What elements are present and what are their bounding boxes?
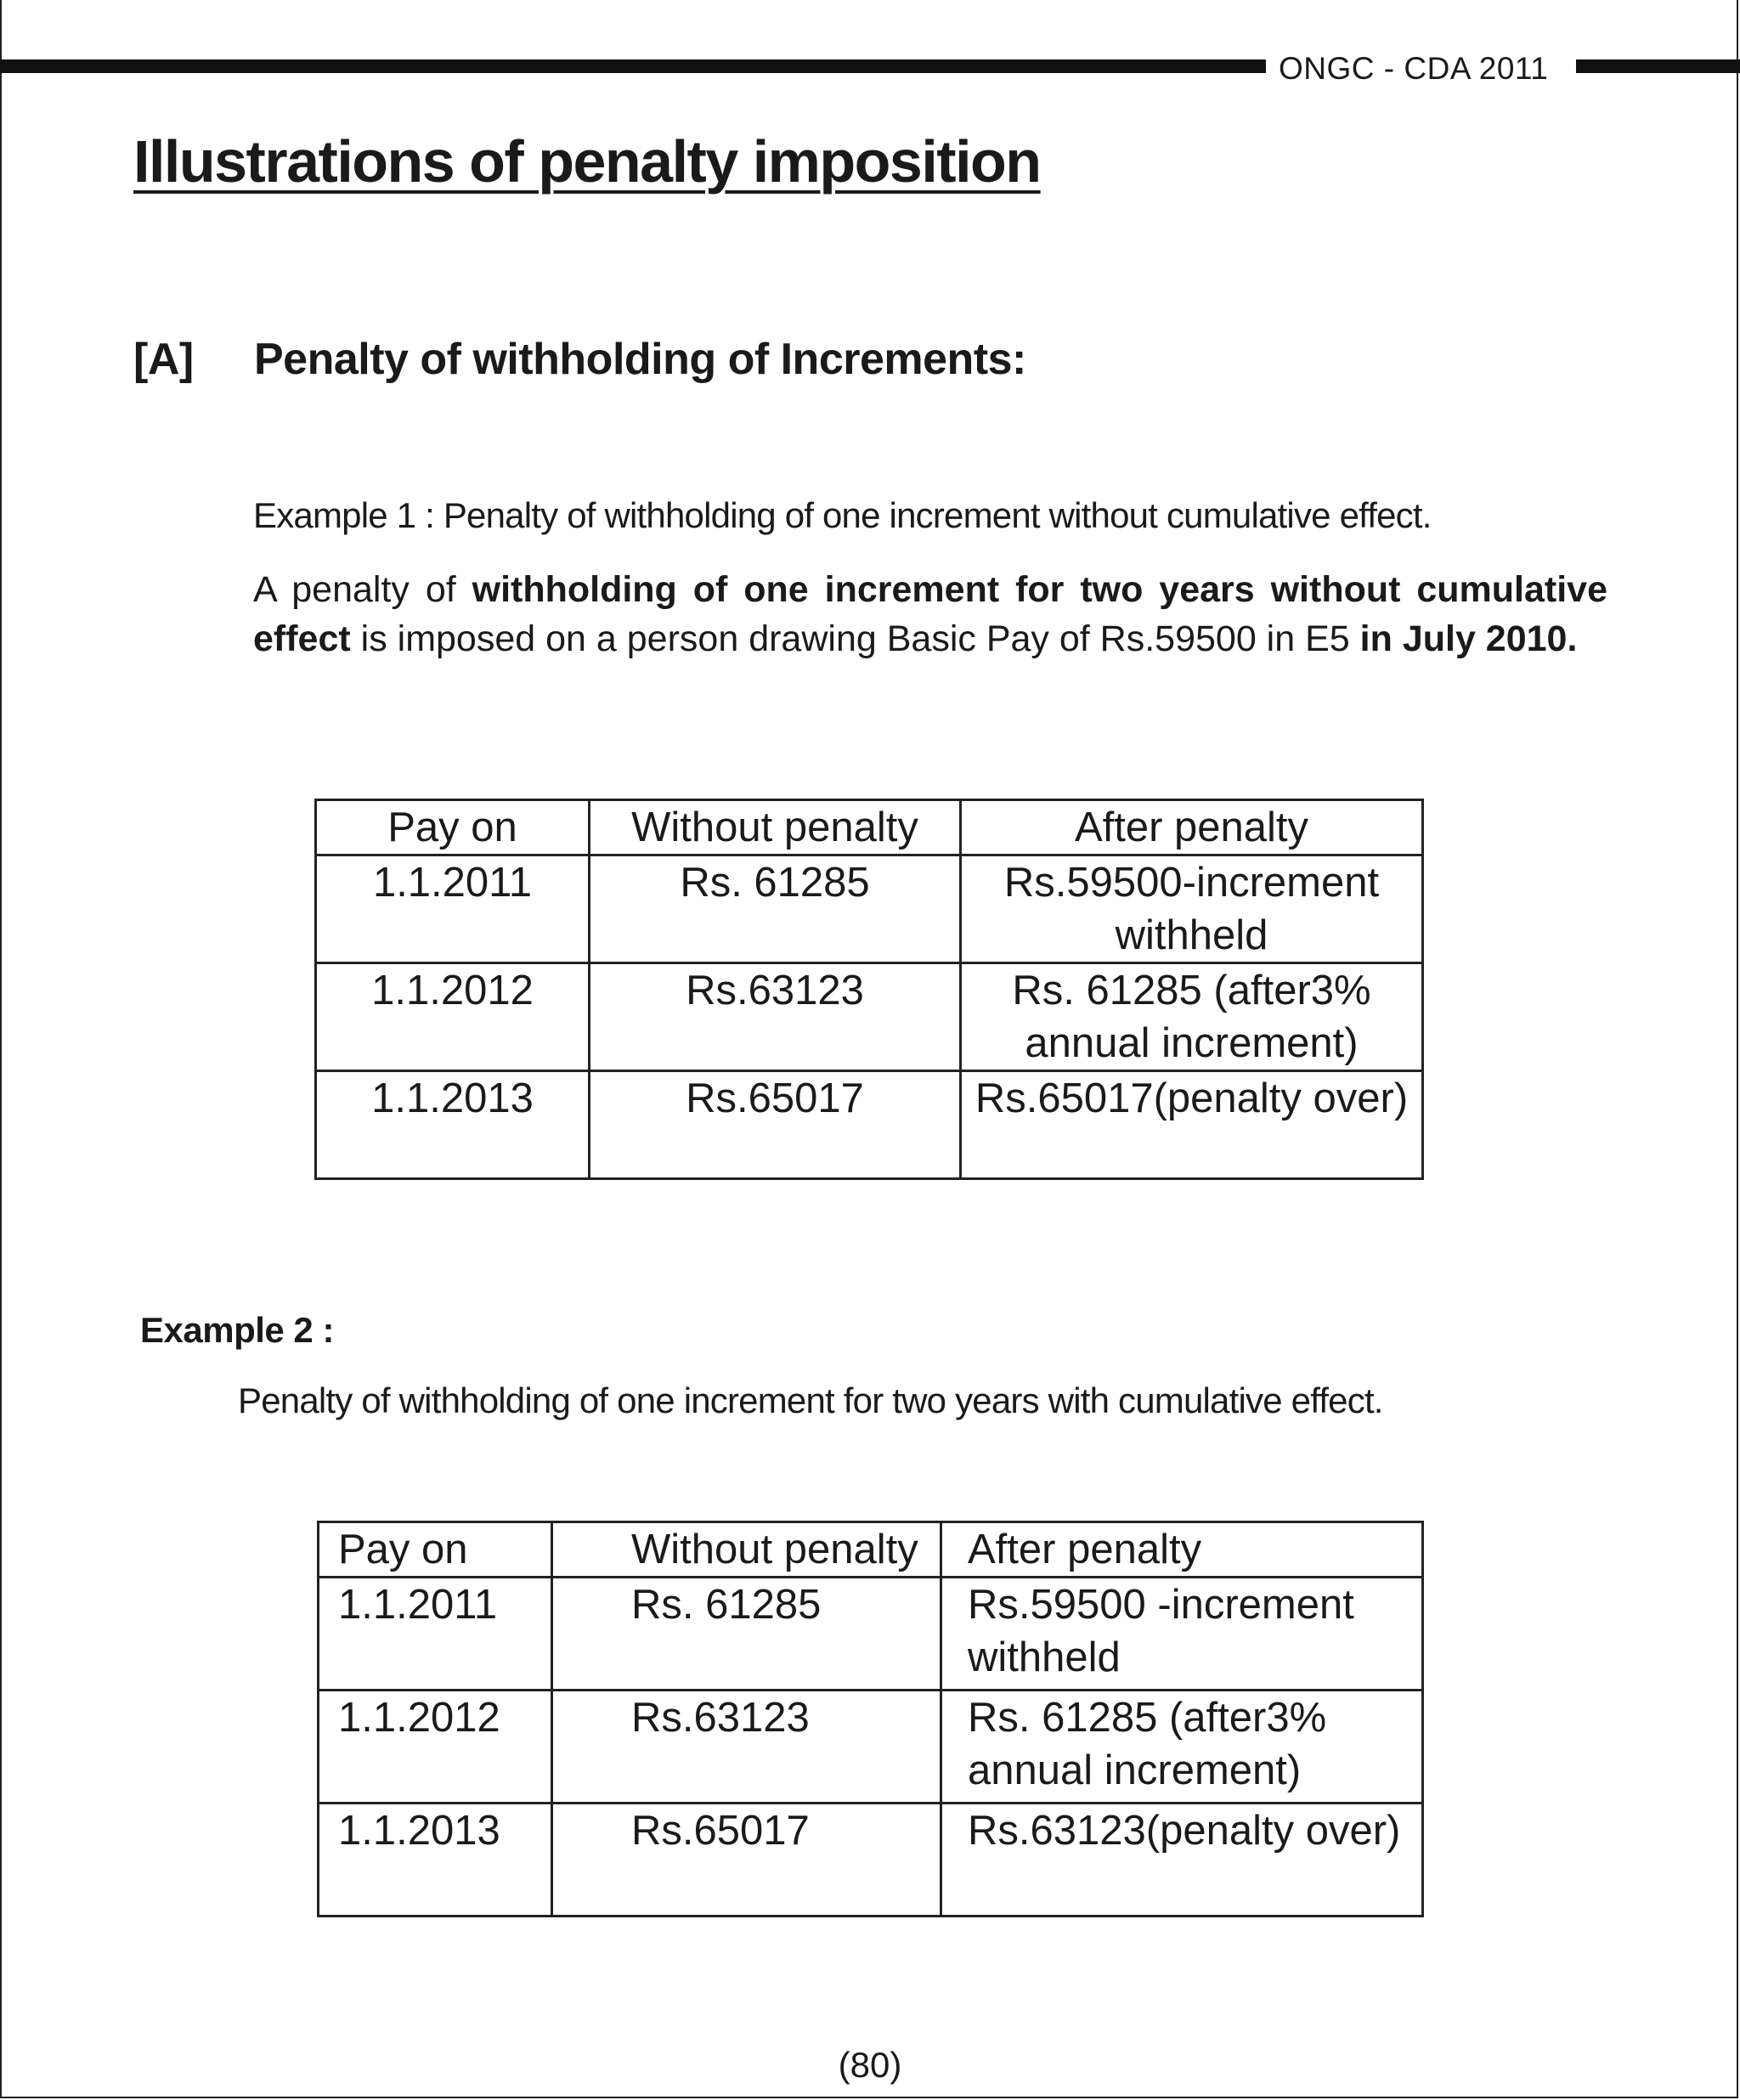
table-cell: Rs.59500 -increment withheld (941, 1578, 1423, 1691)
page-number: (80) (838, 2045, 902, 2085)
table-cell: Rs. 61285 (590, 855, 961, 963)
table-header-row (319, 1522, 1423, 1578)
header-cell-pay-on: Pay on (319, 1522, 552, 1578)
section-heading (133, 334, 1026, 385)
table-cell: Rs. 61285 (after3% annual increment) (961, 963, 1423, 1071)
table-cell: Rs.63123 (552, 1691, 941, 1804)
table-row (319, 1691, 1423, 1804)
table-cell: 1.1.2012 (316, 963, 590, 1071)
paragraph-bold-text: withholding of one increment for two years without cumulative effect (253, 569, 1608, 659)
example-1-paragraph (253, 565, 1607, 663)
table-cell: 1.1.2013 (316, 1071, 590, 1179)
table-cell: Rs. 61285 (after3% annual increment) (941, 1691, 1423, 1804)
table-row (319, 1578, 1423, 1691)
table-cell: Rs.63123(penalty over) (941, 1804, 1423, 1917)
table-cell: 1.1.2013 (319, 1804, 552, 1917)
header-cell-without-penalty: Without penalty (552, 1522, 941, 1578)
table-cell: Rs.65017 (590, 1071, 961, 1179)
table-cell: 1.1.2011 (316, 855, 590, 963)
running-head: ONGC - CDA 2011 (1279, 51, 1549, 86)
paragraph-bold-text: in July 2010. (1359, 618, 1578, 659)
table-cell: Rs.65017(penalty over) (961, 1071, 1423, 1179)
example-2-description: Penalty of withholding of one increment for two years with cumulative effect. (238, 1380, 1383, 1420)
section-heading-text: Penalty of withholding of Increments: (254, 335, 1026, 384)
header-cell-after-penalty: After penalty (941, 1522, 1423, 1578)
example-1-table (314, 799, 1424, 1180)
table-row (316, 855, 1423, 963)
paragraph-text: is imposed on a person drawing Basic Pay of Rs.59500 in E5 (350, 618, 1360, 659)
table-header-row (316, 800, 1423, 855)
page-title: Illustrations of penalty imposition (133, 128, 1041, 195)
header-rule-right (1576, 59, 1740, 73)
example-1-title: Example 1 : Penalty of withholding of one increment without cumulative effect. (253, 495, 1432, 535)
section-marker: [A] (133, 335, 194, 384)
table-cell: Rs.65017 (552, 1804, 941, 1917)
example-2-label: Example 2 : (140, 1310, 334, 1350)
paragraph-text: A penalty of (253, 569, 472, 610)
table-cell: Rs. 61285 (552, 1578, 941, 1691)
table-cell: 1.1.2012 (319, 1691, 552, 1804)
header-cell-after-penalty: After penalty (961, 800, 1423, 855)
example-2-table (317, 1521, 1424, 1917)
table-cell: 1.1.2011 (319, 1578, 552, 1691)
header-cell-pay-on: Pay on (316, 800, 590, 855)
table-row (319, 1804, 1423, 1917)
table-cell: Rs.59500-increment withheld (961, 855, 1423, 963)
header-rule-left (0, 59, 1266, 73)
header-cell-without-penalty: Without penalty (590, 800, 961, 855)
table-cell: Rs.63123 (590, 963, 961, 1071)
table-row (316, 963, 1423, 1071)
table-row (316, 1071, 1423, 1179)
